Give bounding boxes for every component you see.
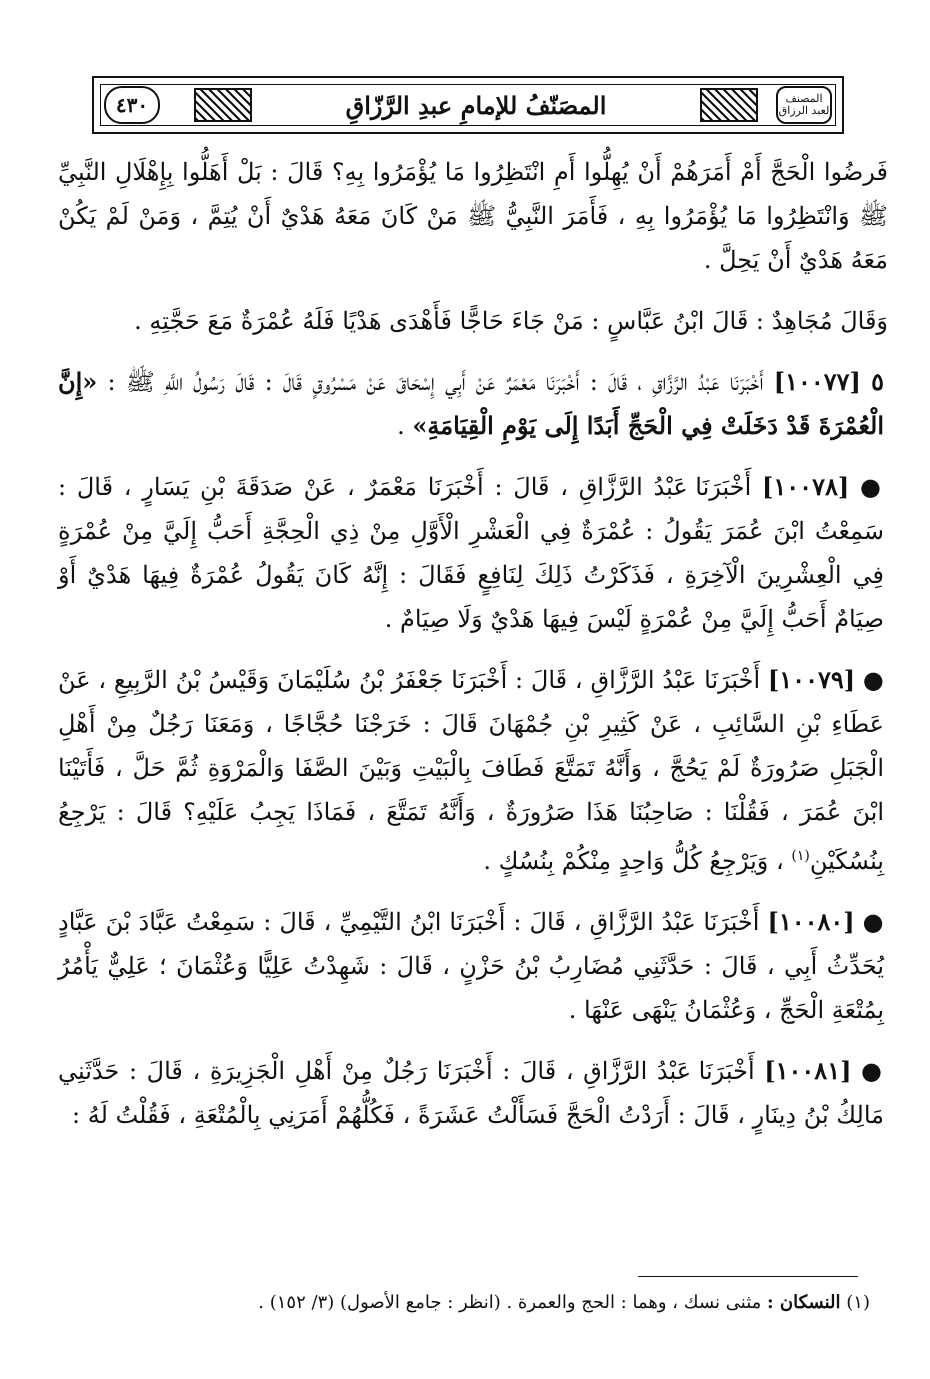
hadith-number: [١٠٠٧٧] [773,367,861,396]
hadith-text: أَخْبَرَنَا عَبْدُ الرَّزَّاقِ ، قَالَ : أَخْبَرَنَا مَعْمَرٌ ، عَنْ صَدَقَةَ بْنِ يَسَارٍ ، قَالَ : سَمِعْتُ ابْنَ عُمَرَ يَقُولُ : عُمْرَةٌ فِي الْعَشْرِ الْأَوَّلِ مِنْ ذِي الْحِجَّةِ أَحَبُّ إِلَيَّ مِنْ عُمْرَةٍ فِي الْعِشْرِينَ الْآخِرَةِ ، فَذَكَرْتُ ذَلِكَ لِنَافِعٍ فَقَالَ : إِنَّهُ كَانَ يَقُولُ عُمْرَةٌ فِيهَا هَدْيٌ أَوْ صِيَامٌ أَحَبُّ إِلَيَّ مِنْ عُمْرَةٍ لَيْسَ فِيهَا هَدْيٌ وَلَا صِيَامٌ . [58,473,885,633]
hadith-text: أَخْبَرَنَا عَبْدُ الرَّزَّاقِ ، قَالَ : أَخْبَرَنَا جَعْفَرُ بْنُ سُلَيْمَانَ وَقَيْسُ بْنُ الرَّبِيعِ ، عَنْ عَطَاءِ بْنِ السَّائِبِ ، عَنْ كَثِيرِ بْنِ جُمْهَانَ قَالَ : خَرَجْنَا حُجَّاجًا ، وَمَعَنَا رَجُلٌ مِنْ أَهْلِ الْجَبَلِ صَرُورَةٌ لَمْ يَحُجَّ ، وَأَنَّهُ تَمَتَّعَ فَطَافَ بِالْبَيْتِ وَبَيْنَ الصَّفَا وَالْمَرْوَةِ ثُمَّ حَلَّ ، فَأَتَيْنَا ابْنَ عُمَرَ ، فَقُلْنَا : صَاحِبُنَا هَذَا صَرُورَةٌ ، وَأَنَّهُ تَمَتَّعَ ، فَمَاذَا يَجِبُ عَلَيْهِ؟ قَالَ : يَرْجِعُ بِنُسُكَيْنِ [58,666,884,875]
hadith-10078 [58,465,888,641]
hadith-10079 [58,658,888,883]
header-ornament-right [700,88,758,122]
footnote-number: (١) [846,1292,870,1313]
header-seal-logo: المصنف لعبد الرزاق [776,86,832,124]
hadith-marker: ● [861,1056,884,1085]
paragraph-text: وَقَالَ مُجَاهِدٌ : قَالَ ابْنُ عَبَّاسٍ : مَنْ جَاءَ حَاجًّا فَأَهْدَى هَدْيًا فَلَهُ عُمْرَةٌ مَعَ حَجَّتِهِ . [134,307,888,335]
hadith-marker: ● [862,665,884,694]
hadith-text: أَخْبَرَنَا عَبْدُ الرَّزَّاقِ ، قَالَ : أَخْبَرَنَا رَجُلٌ مِنْ أَهْلِ الْجَزِيرَةِ ، قَالَ : حَدَّثَنِي مَالِكُ بْنُ دِينَارٍ ، قَالَ : أَرَدْتُ الْحَجَّ فَسَأَلْتُ عَشَرَةً ، فَكُلُّهُمْ أَمَرَنِي بِالْمُتْعَةِ ، فَقُلْتُ لَهُ : [58,1057,884,1129]
hadith-10081 [58,1049,888,1137]
page-header [92,76,844,134]
hadith-marker: ٥ [871,367,884,396]
paragraph-2 [58,299,888,343]
footnote [58,1288,870,1318]
hadith-marker: ● [859,472,884,501]
paragraph-1 [58,150,888,282]
footnote-term: النسكان : [767,1292,841,1313]
hadith-marker: ● [862,907,884,936]
footnote-text: مثنى نسك ، وهما : الحج والعمرة . (انظر : جامع الأصول) (٣/ ١٥٢) . [258,1292,762,1313]
hadith-tail: . [397,412,405,440]
hadith-number: [١٠٠٨٠] [767,907,855,936]
hadith-quote: «إِنَّ الْعُمْرَةَ قَدْ دَخَلَتْ فِي الْحَجِّ أَبَدًا إِلَى يَوْمِ الْقِيَامَةِ» [58,367,884,440]
hadith-number: [١٠٠٧٨] [762,472,850,501]
hadith-number: [١٠٠٧٩] [767,665,856,694]
hadith-text: أَخْبَرَنَا عَبْدُ الرَّزَّاقِ ، قَالَ : أَخْبَرَنَا مَعْمَرٌ عَنْ أَبِي إِسْحَاقَ عَنْ مَسْرُوقٍ قَالَ : قَالَ رَسُولُ اللَّهِ ﷺ : [107,368,764,396]
hadith-10080 [58,900,888,1032]
paragraph-text: فَرضُوا الْحَجَّ أَمْ أَمَرَهُمْ أَنْ يُهِلُّوا أَمِ انْتَظِرُوا مَا يُؤْمَرُوا بِهِ؟ قَالَ : بَلْ أَهَلُّوا بِإِهْلَالِ النَّبِيِّ ﷺ وَانْتَظِرُوا مَا يُؤْمَرُوا بِهِ ، فَأَمَرَ النَّبِيُّ ﷺ مَنْ كَانَ مَعَهُ هَدْيٌ أَنْ يُتِمَّ ، وَمَنْ لَمْ يَكُنْ مَعَهُ هَدْيٌ أَنْ يَحِلَّ . [58,158,888,274]
page-content [58,150,888,1154]
footnote-separator [638,1276,858,1277]
header-title: المصَنّفُ للإمامِ عبدِ الرَّزّاقِ [345,90,607,120]
hadith-number: [١٠٠٨١] [764,1056,852,1085]
header-ornament-left [194,88,252,122]
hadith-tail: ، وَيَرْجِعُ كُلُّ وَاحِدٍ مِنْكُمْ بِنُسُكٍ . [483,847,784,875]
hadith-10077 [58,360,888,448]
page-number: ٤٣٠ [104,86,160,124]
footnote-reference[interactable]: (١) [791,848,810,864]
hadith-text: أَخْبَرَنَا عَبْدُ الرَّزَّاقِ ، قَالَ : أَخْبَرَنَا ابْنُ التَّيْمِيِّ ، قَالَ : سَمِعْتُ عَبَّادَ بْنَ عَبَّادٍ يُحَدِّثُ أَبِي ، قَالَ : حَدَّثَنِي مُضَارِبُ بْنُ حَزْنٍ ، قَالَ : شَهِدْتُ عَلِيًّا وَعُثْمَانَ ؛ عَلِيٌّ يَأْمُرُ بِمُتْعَةِ الْحَجِّ ، وَعُثْمَانُ يَنْهَى عَنْهَا . [58,908,885,1024]
